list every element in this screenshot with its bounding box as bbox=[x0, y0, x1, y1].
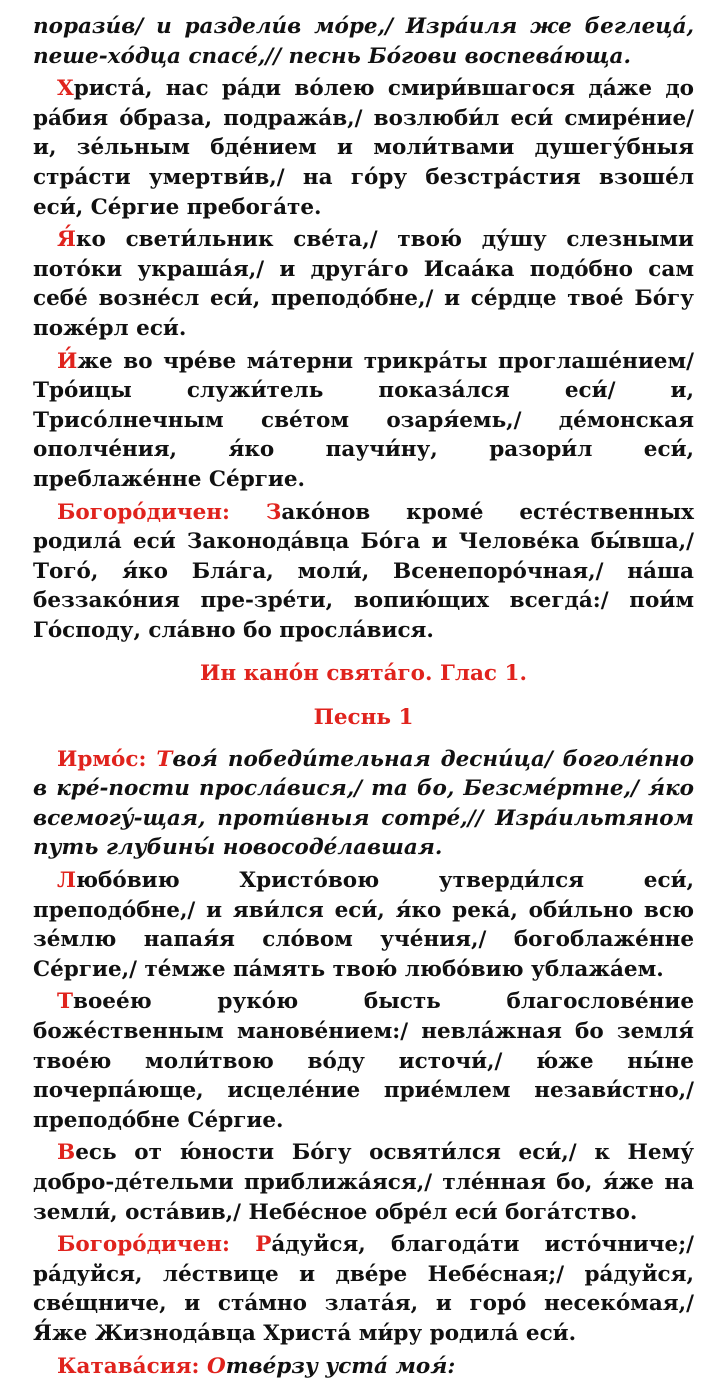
canon-heading: Ин кано́н свята́го. Глас 1. bbox=[200, 661, 527, 687]
ode-heading: Песнь 1 bbox=[313, 705, 414, 731]
irmos bbox=[33, 745, 694, 863]
verse-text: есь от ю́ности Бо́гу освяти́лся еси́,/ к Нему́ добро-де́тельми приближа́яся,/ тле́нная бо, я́же на земли́, оста́вив,/ Небе́сное обре́л еси́ бога́тство. bbox=[33, 1140, 694, 1225]
verse-text: же во чре́ве ма́терни трикра́ты проглаше́нием/ Тро́ицы служи́тель показа́лся еси́/ и, Трисо́лнечным све́том озаря́емь,/ де́монская ополче́ния, я́ко паучи́ну, разори́л еси́, преблаже́нне Се́ргие. bbox=[33, 348, 694, 492]
troparion-5 bbox=[33, 987, 694, 1135]
verse-text: а́дуйся, благода́ти исто́чниче;/ ра́дуйся, ле́ствице и две́ре Небе́сная;/ ра́дуйся, све́щниче, и ста́мно злата́я, и горо́ несеко́мая,/ Я́же Жизнода́вца Христа́ ми́ру родила́ еси́. bbox=[33, 1232, 695, 1346]
drop-initial: Т bbox=[156, 746, 173, 772]
troparion-4 bbox=[33, 866, 694, 984]
rubric-label: Ирмо́с: bbox=[57, 746, 157, 772]
theotokion-2 bbox=[33, 1230, 694, 1348]
drop-initial: О bbox=[206, 1353, 226, 1379]
verse-text: ко свети́льник све́та,/ твою́ ду́шу слезными пото́ки украша́я,/ и друга́го Исаа́ка подо́бно сам себе́ возне́сл еси́, преподо́бне,/ и се́рдце твое́ Бо́гу поже́рл еси́. bbox=[33, 227, 694, 341]
drop-initial: Р bbox=[255, 1232, 272, 1258]
verse-text: ако́нов кроме́ есте́ственных родила́ еси́ Законода́вца Бо́га и Челове́ка бы́вша,/ Того́, я́ко Бла́га, моли́, Всенепоро́чная,/ на́ша беззако́ния пре-зре́ти, вопию́щих всегда́:/ пои́м Го́споду, сла́вно бо просла́вися. bbox=[33, 499, 695, 643]
drop-initial: Т bbox=[57, 989, 73, 1015]
troparion-3 bbox=[33, 347, 694, 495]
verse-text: воее́ю руко́ю бысть благослове́ние боже́ственным манове́нием:/ невла́жная бо земля́ твое́ю моли́твою во́ду источи́,/ ю́же ны́не почерпа́юще, исцеле́ние прие́млем незави́стно,/ преподо́бне Се́ргие. bbox=[33, 989, 694, 1133]
rubric-label: Богоро́дичен: bbox=[57, 499, 266, 525]
verse-text: тве́рзу уста́ моя́: bbox=[225, 1353, 456, 1379]
drop-initial: И́ bbox=[57, 348, 78, 374]
drop-initial: Х bbox=[57, 76, 74, 102]
verse-text: порази́в/ и раздели́в мо́ре,/ Изра́иля же беглеца́, пеше-хо́дца спасе́,// песнь Бо́гови воспева́юща. bbox=[33, 14, 694, 69]
troparion-ending bbox=[33, 12, 694, 71]
verse-text: воя́ победи́тельная десни́ца/ боголе́пно в кре́-пости просла́вися,/ та бо, Безсме́ртне,/ я́ко всемогу́-щая, проти́вныя сотре́,// Изра́ильтяном путь глубины́ новосоде́лавшая. bbox=[33, 746, 694, 861]
verse-text: риста́, нас ра́ди во́лею смири́вшагося да́же до ра́бия о́браза, подража́в,/ возлюби́л еси́ смире́ние/ и, зе́льным бде́нием и моли́твами душегу́бныя стра́сти умертви́в,/ на го́ру безстра́стия взоше́л еси́, Се́ргие пребога́те. bbox=[33, 76, 694, 220]
drop-initial: В bbox=[57, 1140, 76, 1166]
drop-initial: Л bbox=[57, 868, 77, 894]
drop-initial: Я́ bbox=[57, 227, 76, 253]
troparion-2 bbox=[33, 225, 694, 343]
rubric-label: Катава́сия: bbox=[57, 1353, 207, 1379]
verse-text: юбо́вию Христо́вою утверди́лся еси́, преподо́бне,/ и яви́лся еси́, я́ко река́, оби́льно всю зе́млю напая́я сло́вом уче́ния,/ богоблаже́нне Се́ргие,/ те́мже па́мять твою́ любо́вию ублажа́ем. bbox=[33, 868, 694, 982]
drop-initial: З bbox=[265, 499, 282, 525]
theotokion-1 bbox=[33, 498, 694, 646]
troparion-6 bbox=[33, 1138, 694, 1227]
rubric-label: Богоро́дичен: bbox=[57, 1232, 256, 1258]
katavasia bbox=[33, 1352, 694, 1381]
troparion-1 bbox=[33, 74, 694, 222]
